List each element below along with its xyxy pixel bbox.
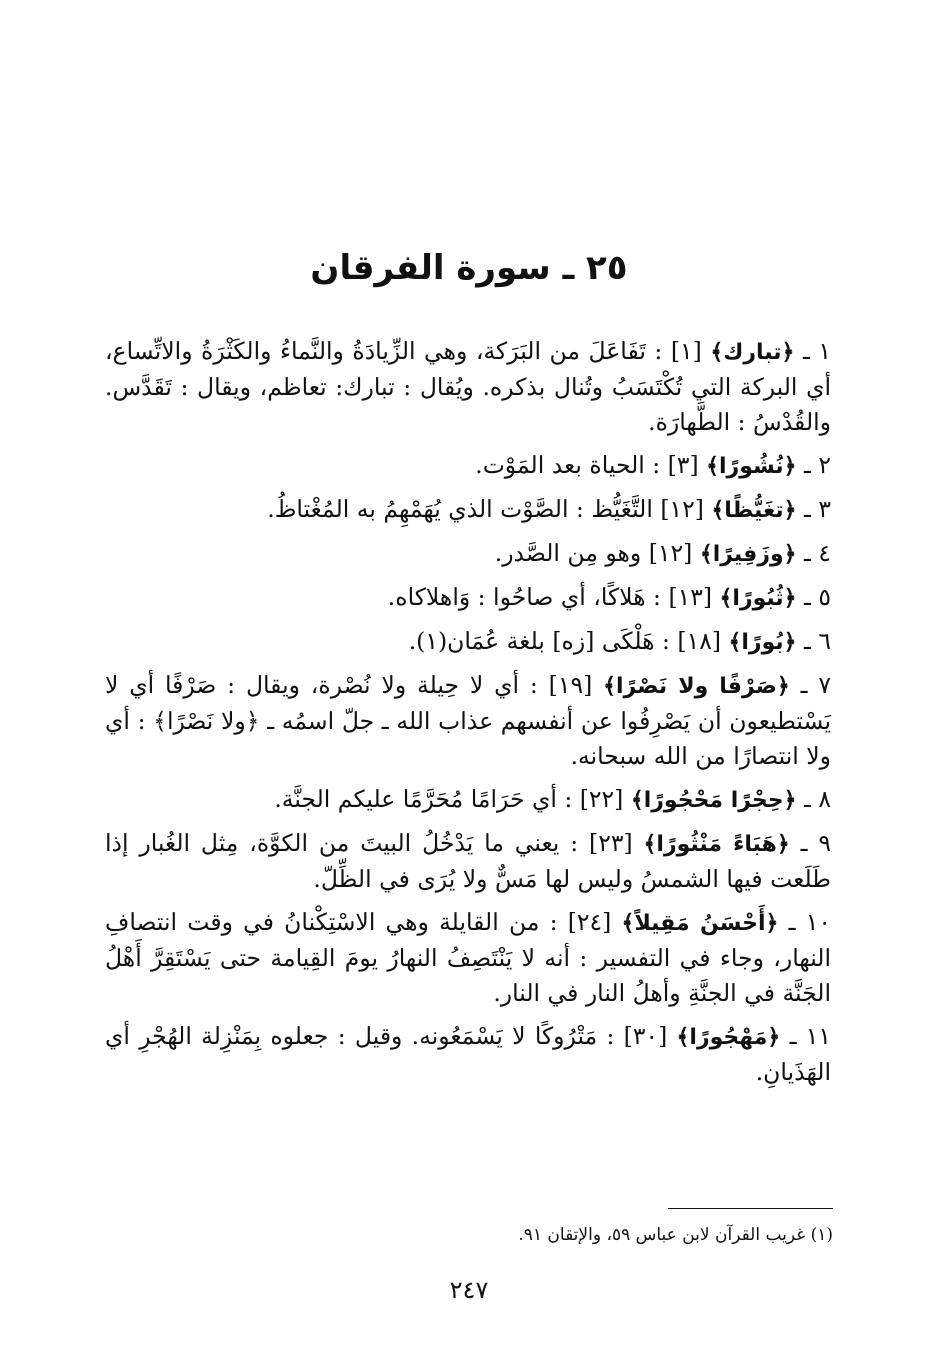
list-item: ٤ ـ ﴿وزَفِيرًا﴾ [١٢] وهو مِن الصَّدر. <box>494 539 831 567</box>
entry-number: ٥ <box>818 583 831 611</box>
entry-number: ٤ <box>818 539 831 567</box>
list-item: ١٠ ـ ﴿أَحْسَنُ مَقِيلاً﴾ [٢٤] : من القايلة وهي الاسْتِكْنانُ في وقت انتصافِ النهار، وجاء في التفسير : أنه لا يَنْتَصِفُ النهارُ يومَ القِيامة حتى يَسْتَقِرَّ أَهْلُ الجَنَّة في الجنَّةِ وأهلُ النار في النار. <box>105 908 831 1007</box>
entry-term: ﴿نُشُورًا﴾ <box>706 454 797 479</box>
entry-number: ١١ <box>805 1022 831 1050</box>
entry-term: ﴿أَحْسَنُ مَقِيلاً﴾ <box>621 911 779 936</box>
entry-number: ٢ <box>818 451 831 479</box>
footnote: (١) غريب القرآن لابن عباس ٥٩، والإتقان ٩١. <box>518 1225 833 1245</box>
list-item: ٦ ـ ﴿بُورًا﴾ [١٨] : هَلْكَى [زه] بلغة عُمَان(١). <box>408 627 831 655</box>
list-item: ١١ ـ ﴿مَهْجُورًا﴾ [٣٠] : مَتْرُوكًا لا يَسْمَعُونه. وقيل : جعلوه بِمَنْزِلة الهُجْرِ أي الهَذَيانِ. <box>105 1022 831 1086</box>
entry-text: [١٣] : هَلاكًا، أي صاحُوا : وَاهلاكاه. <box>387 583 713 611</box>
entry-term: ﴿وزَفِيرًا﴾ <box>699 542 797 567</box>
entry-term: ﴿ثُبُورًا﴾ <box>719 586 797 611</box>
entry-term: ﴿مَهْجُورًا﴾ <box>676 1025 781 1050</box>
entry-text: [٢٢] : أي حَرَامًا مُحَرَّمًا عليكم الجنَّة. <box>274 785 624 813</box>
entry-term: ﴿صَرْفًا ولا نَصْرًا﴾ <box>603 674 790 699</box>
entry-number: ١٠ <box>805 908 831 936</box>
entry-term: ﴿تغَيُّظًا﴾ <box>711 498 797 523</box>
chapter-title: ٢٥ ـ سورة الفرقان <box>310 248 628 288</box>
entry-term: ﴿تبارك﴾ <box>710 340 795 365</box>
entry-text: [٣٠] : مَتْرُوكًا لا يَسْمَعُونه. وقيل : جعلوه بِمَنْزِلة الهُجْرِ أي الهَذَيانِ. <box>105 1022 831 1086</box>
entries-list <box>105 334 831 1098</box>
entry-number: ٩ <box>818 829 832 857</box>
list-item: ٣ ـ ﴿تغَيُّظًا﴾ [١٢] التَّغَيُّظ : الصَّوْت الذي يُهَمْهِمُ به المُغْتاظُ. <box>267 495 831 523</box>
entry-text: [١٨] : هَلْكَى [زه] بلغة عُمَان(١). <box>408 627 722 655</box>
entry-number: ٨ <box>818 785 831 813</box>
entry-number: ٧ <box>818 671 831 699</box>
list-item: ٧ ـ ﴿صَرْفًا ولا نَصْرًا﴾ [١٩] : أي لا حِيلة ولا نُصْرة، ويقال : صَرْفًا أي لا يَسْتطيعون أن يَصْرِفُوا عن أنفسهم عذاب الله ـ جلّ اسمُه ـ ﴿ولا نَصْرًا﴾ : أي ولا انتصارًا من الله سبحانه. <box>105 671 831 770</box>
entry-text: [٢٣] : يعني ما يَدْخُلُ البيتَ من الكوَّة، مِثل الغُبار إذا طَلَعت فيها الشمسُ وليس لها مَسٌّ ولا يُرَى في الظِّلّ. <box>105 829 831 893</box>
entry-text: [٢٤] : من القايلة وهي الاسْتِكْنانُ في وقت انتصافِ النهار، وجاء في التفسير : أنه لا يَنْتَصِفُ النهارُ يومَ القِيامة حتى يَسْتَقِرَّ أَهْلُ الجَنَّة في الجنَّةِ وأهلُ النار في النار. <box>105 908 831 1007</box>
entry-term: ﴿حِجْرًا مَحْجُورًا﴾ <box>630 788 797 813</box>
list-item: ٢ ـ ﴿نُشُورًا﴾ [٣] : الحياة بعد المَوْت. <box>475 451 831 479</box>
footnote-divider <box>668 1208 833 1209</box>
entry-number: ٦ <box>818 627 831 655</box>
entry-term: ﴿بُورًا﴾ <box>728 630 797 655</box>
entry-number: ١ <box>818 337 831 365</box>
entry-text: [١٩] : أي لا حِيلة ولا نُصْرة، ويقال : صَرْفًا أي لا يَسْتطيعون أن يَصْرِفُوا عن أنفسهم عذاب الله ـ جلّ اسمُه ـ ﴿ولا نَصْرًا﴾ : أي ولا انتصارًا من الله سبحانه. <box>105 671 831 770</box>
list-item: ٩ ـ ﴿هَبَاءً مَنْثُورًا﴾ [٢٣] : يعني ما يَدْخُلُ البيتَ من الكوَّة، مِثل الغُبار إذا طَلَعت فيها الشمسُ وليس لها مَسٌّ ولا يُرَى في الظِّلّ. <box>105 829 832 893</box>
list-item: ٨ ـ ﴿حِجْرًا مَحْجُورًا﴾ [٢٢] : أي حَرَامًا مُحَرَّمًا عليكم الجنَّة. <box>274 785 831 813</box>
entry-term: ﴿هَبَاءً مَنْثُورًا﴾ <box>643 832 790 857</box>
list-item: ٥ ـ ﴿ثُبُورًا﴾ [١٣] : هَلاكًا، أي صاحُوا : وَاهلاكاه. <box>387 583 831 611</box>
entry-text: [١٢] التَّغَيُّظ : الصَّوْت الذي يُهَمْهِمُ به المُغْتاظُ. <box>267 495 704 523</box>
entry-text: [٣] : الحياة بعد المَوْت. <box>475 451 699 479</box>
entry-text: [١] : تَفَاعَلَ من البَرَكة، وهي الزِّيادَةُ والنَّماءُ والكَثْرَةُ والاتِّساع، أي البركة التي تُكْتَسَبُ وتُنال بذكره. ويُقال : تبارك: تعاظم، ويقال : تَقَدَّس. والقُدْسُ : الطَّهارَة. <box>105 337 831 436</box>
entry-number: ٣ <box>818 495 831 523</box>
page-number: ٢٤٧ <box>449 1276 489 1304</box>
entry-text: [١٢] وهو مِن الصَّدر. <box>494 539 693 567</box>
list-item: ١ ـ ﴿تبارك﴾ [١] : تَفَاعَلَ من البَرَكة، وهي الزِّيادَةُ والنَّماءُ والكَثْرَةُ والاتِّساع، أي البركة التي تُكْتَسَبُ وتُنال بذكره. ويُقال : تبارك: تعاظم، ويقال : تَقَدَّس. والقُدْسُ : الطَّهارَة. <box>105 337 831 436</box>
